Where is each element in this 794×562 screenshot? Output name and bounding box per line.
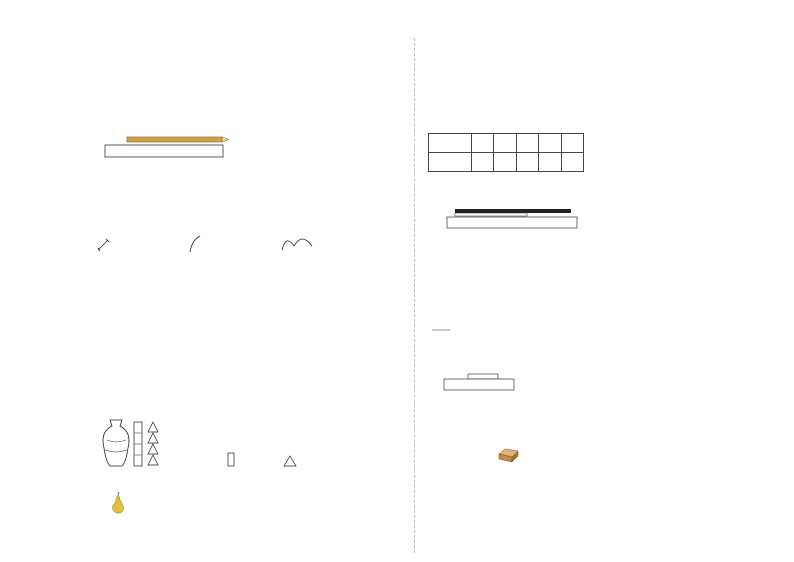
triangle-icon	[283, 455, 297, 467]
table-header-cell	[516, 134, 538, 153]
black-paper-strip	[455, 209, 571, 213]
table-cell	[561, 153, 583, 172]
white-paper-strip	[455, 213, 527, 216]
table-row-label	[429, 153, 472, 172]
rectangle-icon	[227, 452, 237, 468]
pear-icon	[110, 492, 126, 514]
table-cell	[539, 153, 561, 172]
table-header-cell	[539, 134, 561, 153]
vase-icon	[103, 420, 129, 466]
curved-line-figure	[188, 234, 202, 254]
column-divider	[414, 38, 415, 553]
wooden-blocks-figure	[428, 320, 508, 356]
ruler-body	[447, 217, 577, 228]
pencil-tip	[222, 137, 229, 142]
pencil-body	[127, 137, 222, 142]
table-header-cell	[561, 134, 583, 153]
eraser-icon	[497, 448, 519, 464]
table-cell	[472, 153, 494, 172]
triangle-stack	[148, 422, 158, 432]
table-cell	[494, 153, 516, 172]
ruler-with-pencil	[105, 136, 235, 168]
arc-figure	[280, 232, 314, 252]
line-segment-figure	[96, 238, 112, 252]
ruler-with-paper-strips	[441, 208, 581, 234]
table-header-cell	[472, 134, 494, 153]
ruler-body	[444, 379, 514, 390]
measured-object	[468, 374, 498, 379]
table-header-cell	[494, 134, 516, 153]
table-cell	[516, 153, 538, 172]
height-table	[428, 133, 584, 172]
vase-and-stacked-shapes	[98, 418, 172, 468]
ruler-body	[105, 145, 223, 157]
ruler-measure-figure	[444, 374, 516, 392]
table-header-name	[429, 134, 472, 153]
